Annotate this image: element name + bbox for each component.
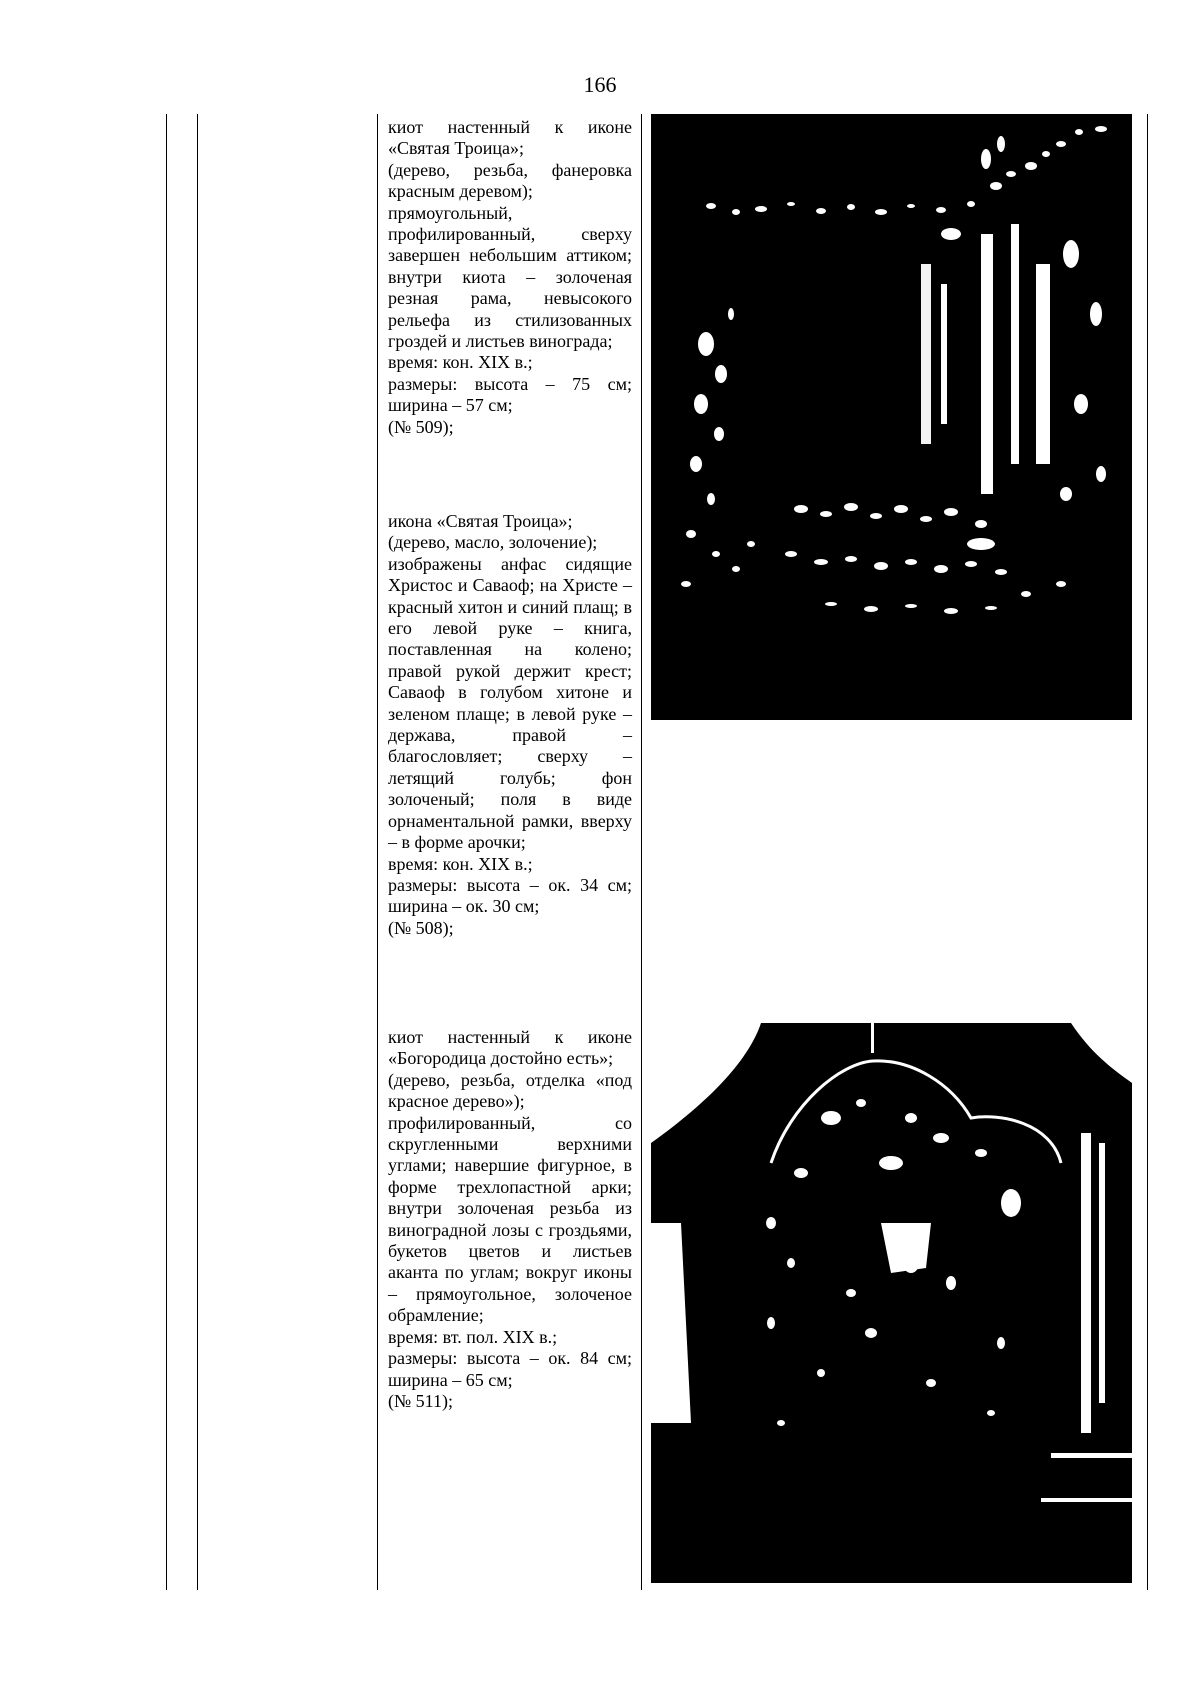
table-rule-1: [166, 114, 167, 1590]
table-rule-4: [641, 114, 642, 1590]
table-rule-3: [377, 114, 378, 1590]
entry-line: изображены анфас сидящие Христос и Саваоф; на Христе – красный хитон и синий плащ; в его левой руке – книга, поставленная на колено; правой рукой держит крест; Саваоф в голубом хитоне и зеленом плаще; в левой руке – держава, правой – благословляет; сверху – летящий голубь; фон золоченый; поля в виде орнаментальной рамки, вверху – в форме арочки;: [388, 553, 632, 853]
entry-line: прямоугольный, профилированный, сверху завершен небольшим аттиком; внутри киота – золоченая резная рама, невысокого рельефа из стилизованных гроздей и листьев винограда;: [388, 202, 632, 352]
kiot-arch-illustration: [651, 1023, 1132, 1583]
entry-line: размеры: высота – ок. 34 см; ширина – ок. 30 см;: [388, 874, 632, 917]
page-number: 166: [583, 72, 617, 97]
entry-line: (№ 509);: [388, 416, 454, 437]
table-rule-2: [197, 114, 198, 1590]
entry-kiot-bogoroditsa: [388, 1027, 632, 1412]
entry-line: время: кон. XIX в.;: [388, 853, 533, 874]
entry-line: время: кон. XIX в.;: [388, 352, 533, 373]
entry-line: (дерево, резьба, фанеровка красным деревом);: [388, 159, 632, 202]
table-rule-5: [1147, 114, 1148, 1590]
entry-line: размеры: высота – 75 см; ширина – 57 см;: [388, 373, 632, 416]
entry-line: профилированный, со скругленными верхними углами; навершие фигурное, в форме трехлопастной арки; внутри золоченая резьба из виноградной лозы с гроздьями, букетов цветов и листьев аканта по углам; вокруг иконы – прямоугольное, золоченое обрамление;: [388, 1112, 632, 1326]
photo-kiot-bogoroditsa: [651, 1023, 1132, 1583]
entry-line: киот настенный к иконе «Святая Троица»;: [388, 117, 632, 159]
entry-line: (дерево, резьба, отделка «под красное дерево»);: [388, 1069, 632, 1112]
entry-line: размеры: высота – ок. 84 см; ширина – 65 см;: [388, 1348, 632, 1390]
entry-line: киот настенный к иконе «Богородица достойно есть»;: [388, 1027, 632, 1069]
photo-kiot-troitsa: [651, 114, 1132, 720]
entry-line: (№ 508);: [388, 917, 454, 938]
entry-icon-troitsa: [388, 511, 632, 939]
entry-kiot-troitsa: [388, 117, 632, 438]
entry-line: (№ 511);: [388, 1390, 453, 1411]
entry-line: время: вт. пол. XIX в.;: [388, 1326, 558, 1347]
entry-line: икона «Святая Троица»;: [388, 511, 573, 531]
kiot-frame-illustration: [651, 114, 1132, 720]
entry-line: (дерево, масло, золочение);: [388, 532, 598, 553]
